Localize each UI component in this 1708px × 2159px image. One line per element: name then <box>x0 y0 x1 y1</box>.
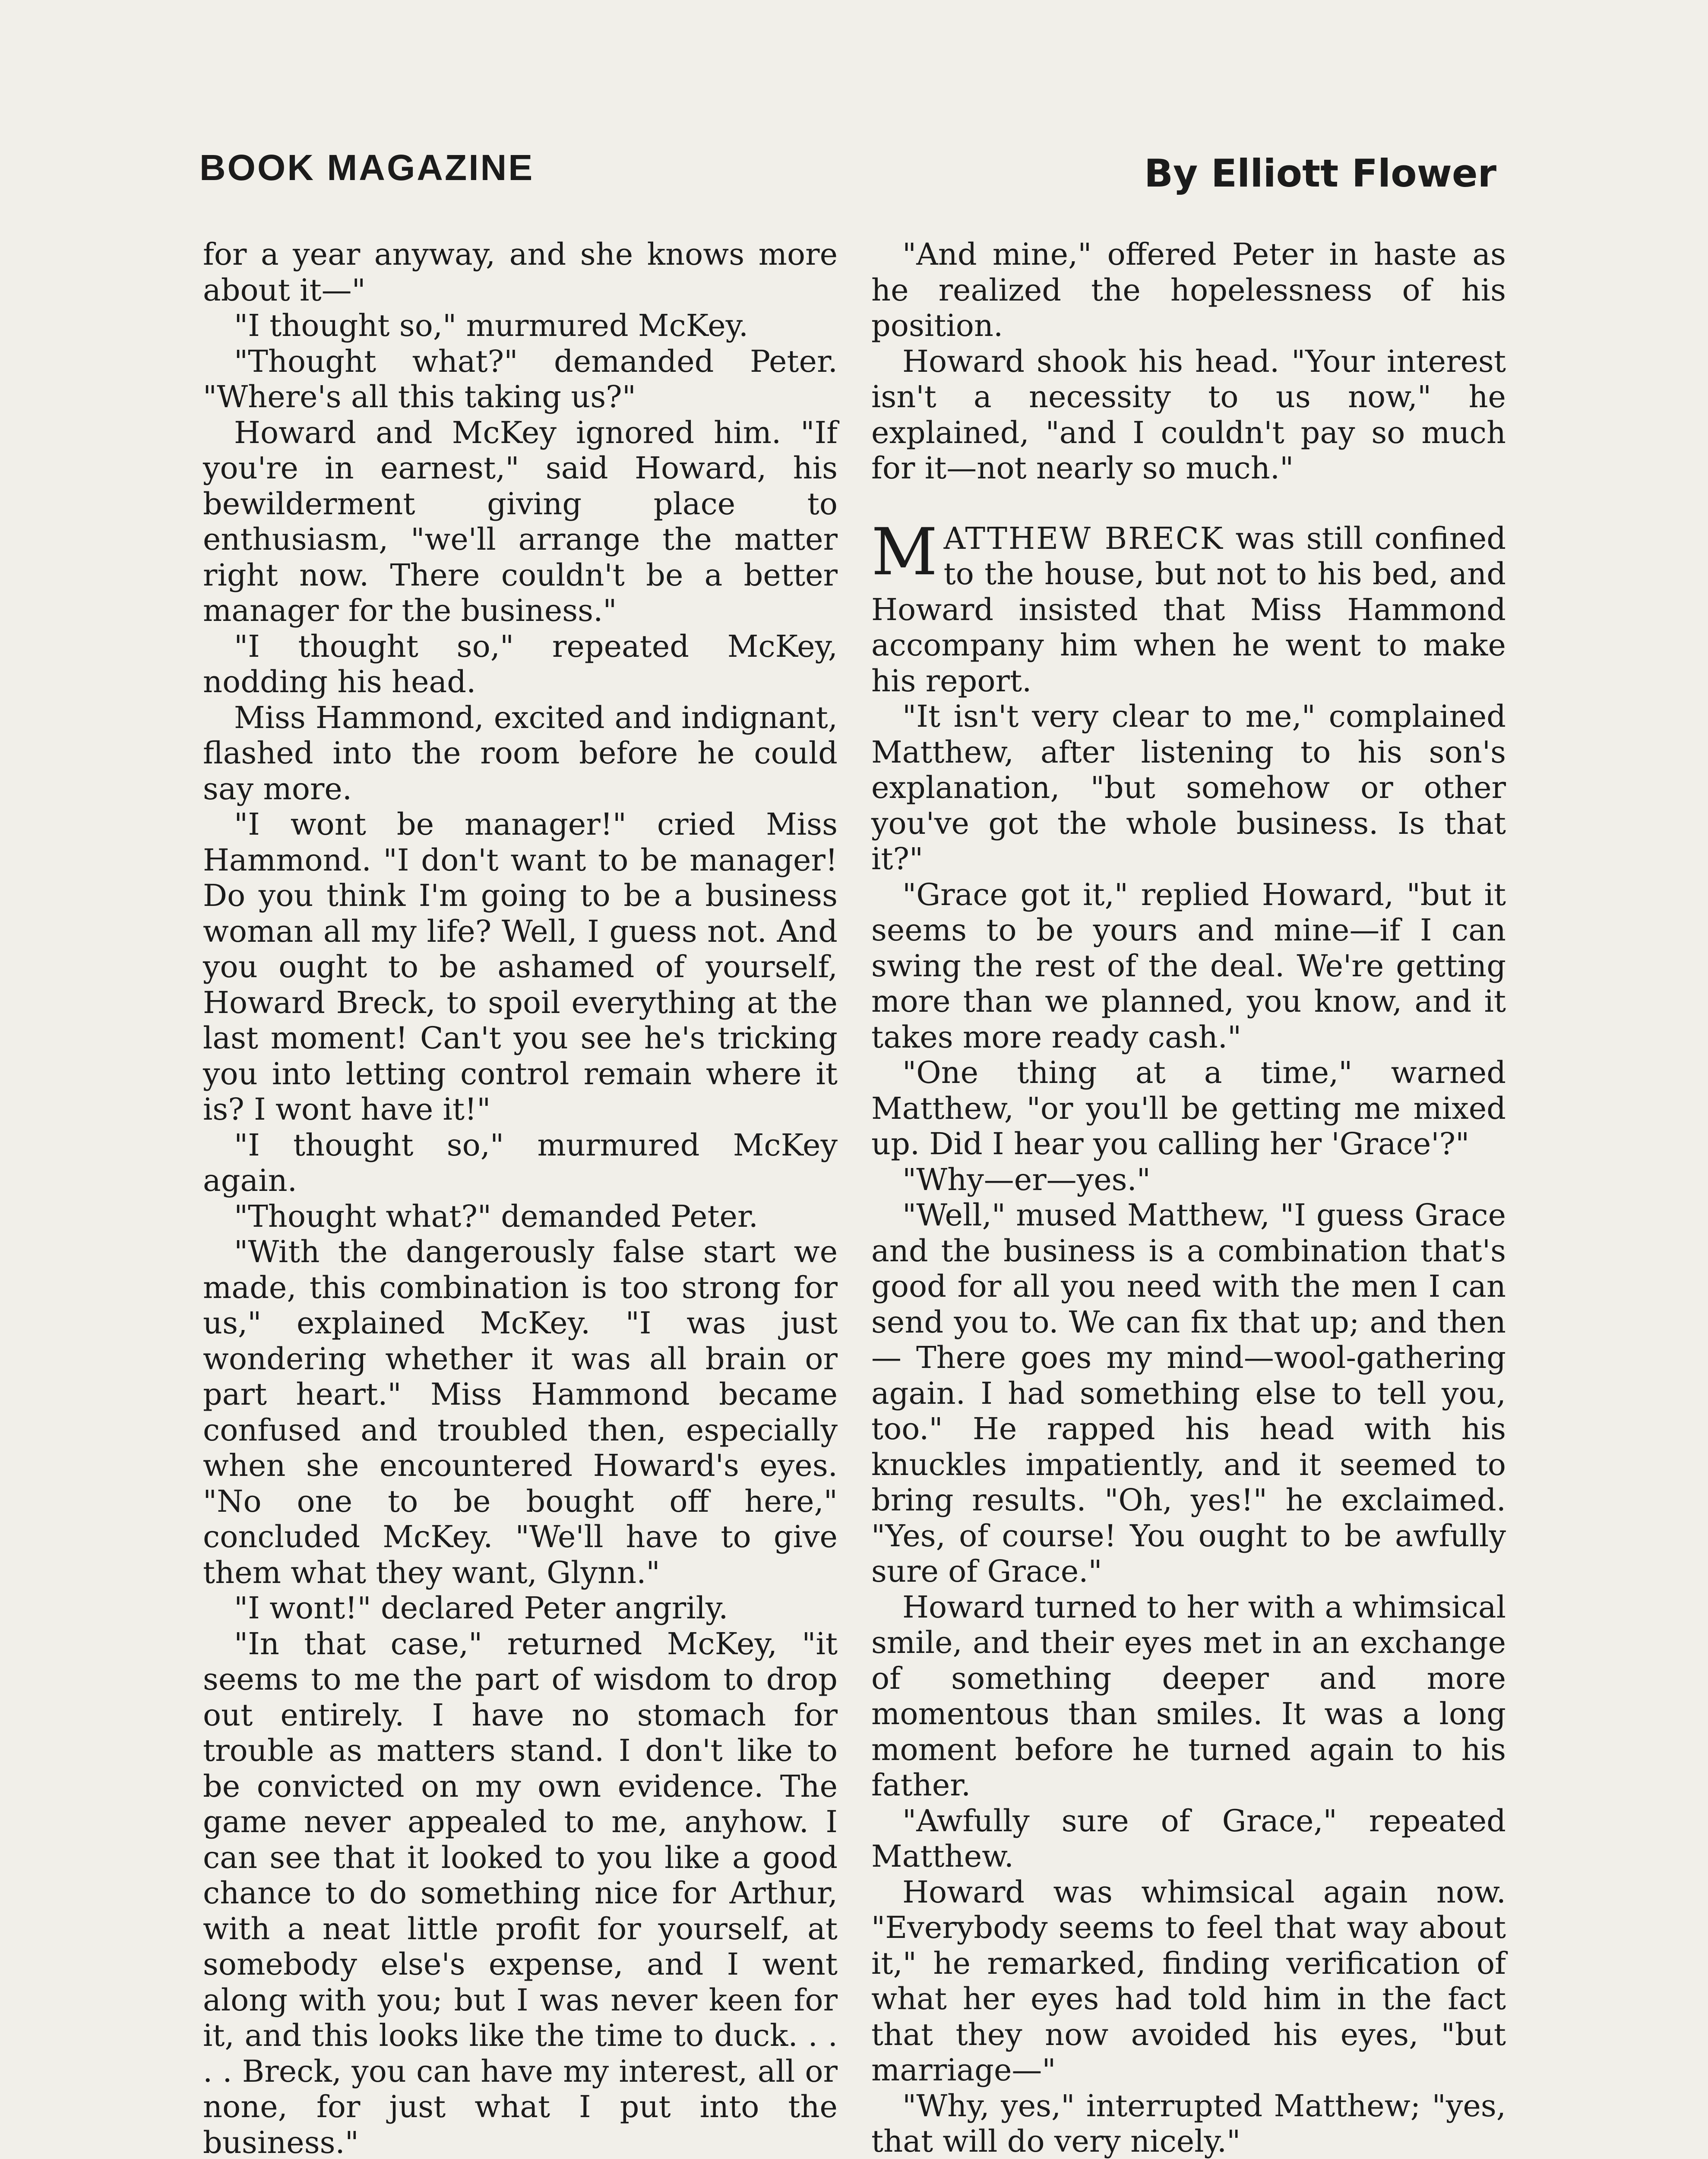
left-column <box>203 237 838 2159</box>
paragraph: "I thought so," murmured McKey again. <box>203 1127 838 1198</box>
paragraph: "I thought so," murmured McKey. <box>234 308 749 343</box>
paragraph: Miss Hammond, excited and indignant, flashed into the room before he could say more. <box>203 700 838 807</box>
paragraph: Howard was whimsical again now. "Everybody seems to feel that way about it," he remarked, finding verification of what her eyes had told him in the fact that they now avoided his eyes, "but marriage—" <box>871 1874 1506 2088</box>
paragraph: "I thought so," repeated McKey, nodding his head. <box>203 628 838 700</box>
paragraph: "Well," mused Matthew, "I guess Grace and the business is a combination that's good for all you need with the men I can send you to. We can fix that up; and then— There goes my mind—wool-gathering again. I had something else to tell you, too." He rapped his head with his knuckles impatiently, and it seemed to bring results. "Oh, yes!" he exclaimed. "Yes, of course! You ought to be awfully sure of Grace." <box>871 1197 1506 1589</box>
paragraph: "In that case," returned McKey, "it seems to me the part of wisdom to drop out entirely. I have no stomach for trouble as matters stand. I don't like to be convicted on my own evidence. The game never appealed to me, anyhow. I can see that it looked to you like a good chance to do something nice for Arthur, with a neat little profit for yourself, at somebody else's expense, and I went along with you; but I was never keen for it, and this looks like the time to duck. . . . . Breck, you can have my interest, all or none, for just what I put into the business." <box>203 1626 838 2159</box>
right-column <box>871 237 1506 2159</box>
running-header-author: By Elliott Flower <box>1144 151 1496 196</box>
paragraph: "One thing at a time," warned Matthew, "or you'll be getting me mixed up. Did I hear you calling her 'Grace'?" <box>871 1055 1506 1162</box>
paragraph: "Why, yes," interrupted Matthew; "yes, that will do very nicely." <box>871 2088 1506 2159</box>
paragraph: for a year anyway, and she knows more about it—" <box>203 237 838 308</box>
paragraph: "Thought what?" demanded Peter. "Where's all this taking us?" <box>203 343 838 415</box>
paragraph: Howard shook his head. "Your interest isn't a necessity to us now," he explained, "and I couldn't pay so much for it—not nearly so much." <box>871 343 1506 486</box>
drop-cap: M <box>871 514 938 590</box>
paragraph: "Grace got it," replied Howard, "but it seems to be yours and mine—if I can swing the rest of the deal. We're getting more than we planned, you know, and it takes more ready cash." <box>871 877 1506 1055</box>
paragraph: "I wont be manager!" cried Miss Hammond. "I don't want to be manager! Do you think I'm going to be a business woman all my life? Well, I guess not. And you ought to be ashamed of yourself, Howard Breck, to spoil everything at the last moment! Can't you see he's tricking you into letting control remain where it is? I wont have it!" <box>203 807 838 1127</box>
paragraph: Howard and McKey ignored him. "If you're in earnest," said Howard, his bewilderment giving place to enthusiasm, "we'll arrange the matter right now. There couldn't be a better manager for the business." <box>203 415 838 628</box>
paragraph: "Thought what?" demanded Peter. <box>234 1198 758 1234</box>
section-lead-caps: ATTHEW BRECK <box>943 520 1224 556</box>
paragraph: "It isn't very clear to me," complained Matthew, after listening to his son's explanation, "but somehow or other you've got the whole business. Is that it?" <box>871 699 1506 877</box>
paragraph: "Awfully sure of Grace," repeated Matthew. <box>871 1803 1506 1874</box>
section-opening <box>871 514 1506 699</box>
paragraph: "Why—er—yes." <box>902 1162 1151 1197</box>
running-header-magazine: BOOK MAGAZINE <box>199 147 535 188</box>
paragraph: "I wont!" declared Peter angrily. <box>234 1590 728 1626</box>
paragraph: "With the dangerously false start we made, this combination is too strong for us," explained McKey. "I was just wondering whether it was all brain or part heart." Miss Hammond became confused and troubled then, especially when she encountered Howard's eyes. "No one to be bought off here," concluded McKey. "We'll have to give them what they want, Glynn." <box>203 1234 838 1590</box>
section-lead-text: was still confined to the house, but not to his bed, and Howard insisted that Miss Hammond accompany him when he went to make his report. <box>871 520 1506 699</box>
paragraph: "And mine," offered Peter in haste as he realized the hopelessness of his position. <box>871 237 1506 343</box>
paragraph: Howard turned to her with a whimsical smile, and their eyes met in an exchange of something deeper and more momentous than smiles. It was a long moment before he turned again to his father. <box>871 1589 1506 1803</box>
